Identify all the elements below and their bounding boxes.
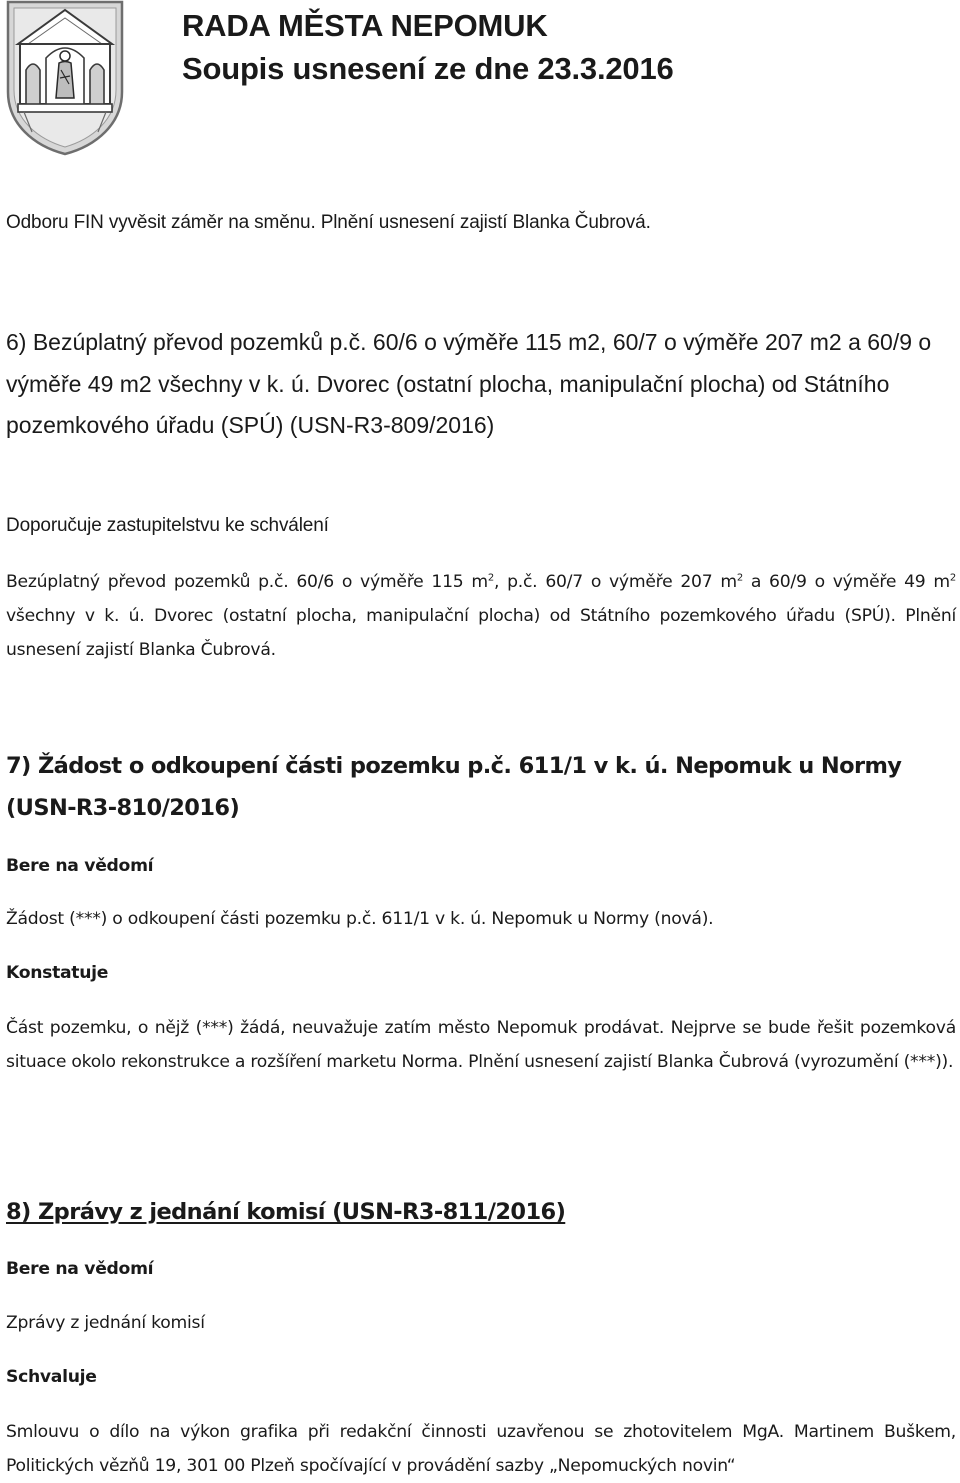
item-8-label-bere-na-vedomi: Bere na vědomí xyxy=(6,1259,154,1279)
item-6-text-a: Bezúplatný převod pozemků p.č. 60/6 o výměře 115 m xyxy=(6,572,488,592)
item-8-text-1: Zprávy z jednání komisí xyxy=(6,1313,205,1333)
document-title xyxy=(182,4,674,90)
superscript-2: 2 xyxy=(949,572,956,584)
title-line-2: Soupis usnesení ze dne 23.3.2016 xyxy=(182,51,674,86)
intro-line: Odboru FIN vyvěsit záměr na směnu. Plnění usnesení zajistí Blanka Čubrová. xyxy=(6,212,651,233)
item-6-text-d: všechny v k. ú. Dvorec (ostatní plocha, manipulační plocha) od Státního pozemkového úřadu (SPÚ). Plnění usnesení zajistí Blanka Čubrová. xyxy=(6,606,956,660)
title-line-1: RADA MĚSTA NEPOMUK xyxy=(182,8,548,43)
item-7-text-1: Žádost (***) o odkoupení části pozemku p.č. 611/1 v k. ú. Nepomuk u Normy (nová). xyxy=(6,909,714,929)
item-7-text-2: Část pozemku, o nějž (***) žádá, neuvažuje zatím město Nepomuk prodávat. Nejprve se bude řešit pozemková situace okolo rekonstrukce a rozšíření marketu Norma. Plnění usnesení zajistí Blanka Čubrová (vyrozumění (***)). xyxy=(6,1018,956,1072)
superscript-2: 2 xyxy=(736,572,743,584)
item-6-label: Doporučuje zastupitelstvu ke schválení xyxy=(6,515,329,536)
item-6-text-c: a 60/9 o výměře 49 m xyxy=(742,572,950,592)
item-8-text-2: Smlouvu o dílo na výkon grafika při redakční činnosti uzavřenou se zhotovitelem MgA. Martinem Buškem, Politických vězňů 19, 301 00 Plzeň spočívající v provádění sazby „Nepomuckých novin“ xyxy=(6,1422,956,1476)
item-6-text-b: , p.č. 60/7 o výměře 207 m xyxy=(493,572,737,592)
superscript-2: 2 xyxy=(487,572,494,584)
item-7-heading: 7) Žádost o odkoupení části pozemku p.č. 611/1 v k. ú. Nepomuk u Normy (USN-R3-810/2016) xyxy=(6,753,902,821)
item-8-label-schvaluje: Schvaluje xyxy=(6,1367,97,1387)
item-6-text xyxy=(6,565,956,667)
item-6-heading: 6) Bezúplatný převod pozemků p.č. 60/6 o výměře 115 m2, 60/7 o výměře 207 m2 a 60/9 o výměře 49 m2 všechny v k. ú. Dvorec (ostatní plocha, manipulační plocha) od Státního pozemkového úřadu (SPÚ) (USN-R3-809/2016) xyxy=(6,329,932,438)
town-crest-logo xyxy=(4,0,126,156)
item-7-label-konstatuje: Konstatuje xyxy=(6,963,109,983)
item-8-heading: 8) Zprávy z jednání komisí (USN-R3-811/2016) xyxy=(6,1199,566,1225)
item-7-label-bere-na-vedomi: Bere na vědomí xyxy=(6,856,154,876)
